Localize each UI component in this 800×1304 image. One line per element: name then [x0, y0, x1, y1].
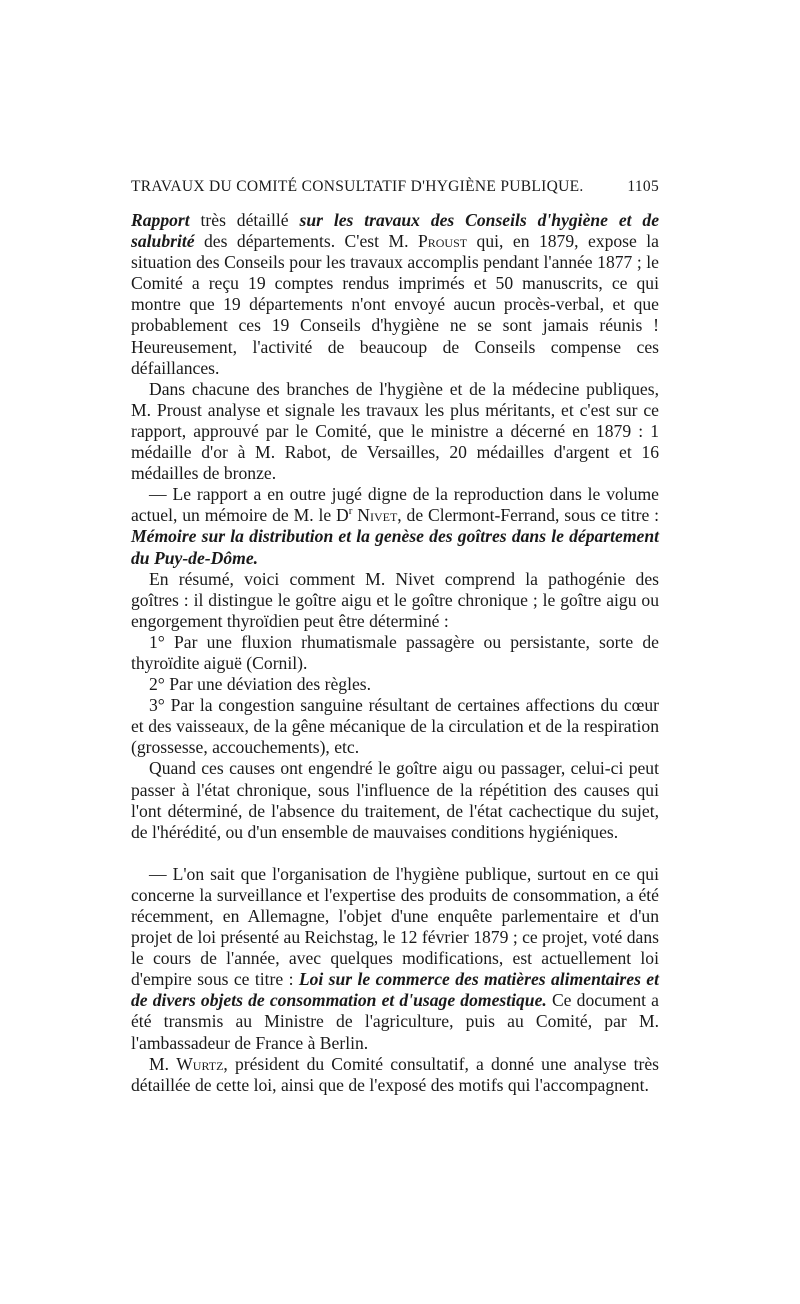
italic-loi-title: Loi sur le commerce des matières alimentaires et de divers objets de consommation et d'usage domestique. — [131, 969, 659, 1011]
running-head — [131, 178, 659, 196]
paragraph-rapport: Rapport très détaillé sur les travaux des Conseils d'hygiène et de salubrité des départements. C'est M. Proust qui, en 1879, expose la situation des Conseils pour les travaux accomplis pendant l'année 1877 ; le Comité a reçu 19 comptes rendus imprimés et 50 manuscrits, ce qui montre que 19 départements n'ont envoyé aucun procès-verbal, et que probablement ces 19 Conseils d'hygiène ne se sont jamais réunis ! Heureusement, l'activité de beaucoup de Conseils compense ces défaillances. — [131, 210, 660, 378]
paragraph-loi-allemande: — L'on sait que l'organisation de l'hygiène publique, surtout en ce qui concerne la surveillance et l'expertise des produits de consommation, a été récemment, en Allemagne, l'objet d'une enquête parlementaire et d'un projet de loi présenté au Reichstag, le 12 février 1879 ; ce projet, voté dans le cours de l'année, avec quelques modifications, est actuellement loi d'empire sous ce titre : Loi sur le commerce des matières alimentaires et de divers objets de consommation et d'usage domestique. Ce document a été transmis au Ministre de l'agriculture, puis au Comité, par M. l'ambassadeur de France à Berlin. — [131, 863, 659, 1053]
paragraph-nivet-memoire: — Le rapport a en outre jugé digne de la reproduction dans le volume actuel, un mémoire de M. le $D^r$ Nivet, de Clermont-Ferrand, sous ce titre : Mémoire sur la distribution et la genèse des goîtres dans le département du Puy-de-Dôme. — [131, 484, 659, 568]
italic-rapport: Rapport — [131, 210, 190, 230]
body-text — [131, 210, 659, 1096]
paragraph-wurtz: M. Wurtz, président du Comité consultatif, a donné une analyse très détaillée de cette loi, ainsi que de l'exposé des motifs qui l'accompagnent. — [131, 1053, 659, 1095]
book-page — [131, 178, 659, 1096]
name-nivet: Nivet — [357, 505, 398, 526]
paragraph-chronique: Quand ces causes ont engendré le goître aigu ou passager, celui-ci peut passer à l'état chronique, sous l'influence de la répétition des causes qui l'ont déterminé, de l'absence du traitement, de l'état cachectique du sujet, de l'hérédité, ou d'un ensemble de mauvaises conditions hygiéniques. — [131, 758, 659, 842]
page-number: 1105 — [627, 178, 659, 195]
name-proust: Proust — [417, 231, 468, 252]
italic-memoire-title: Mémoire sur la distribution et la genèse des goîtres dans le département du Puy-de-Dôme. — [131, 526, 659, 568]
list-item-3: 3° Par la congestion sanguine résultant de certaines affections du cœur et des vaisseaux, de la gêne mécanique de la circulation et de la respiration (grossesse, accouchements), etc. — [131, 695, 659, 758]
running-head-title: TRAVAUX DU COMITÉ CONSULTATIF D'HYGIÈNE PUBLIQUE. — [131, 178, 584, 195]
list-item-2: 2° Par une déviation des règles. — [149, 674, 372, 695]
name-wurtz: Wurtz — [176, 1053, 224, 1074]
paragraph-medailles: Dans chacune des branches de l'hygiène et de la médecine publiques, M. Proust analyse et signale les travaux les plus méritants, et c'est sur ce rapport, approuvé par le Comité, que le ministre a décerné en 1879 : 1 médaille d'or à M. Rabot, de Versailles, 20 médailles d'argent et 16 médailles de bronze. — [131, 378, 659, 484]
paragraph-resume: En résumé, voici comment M. Nivet comprend la pathogénie des goîtres : il distingue le goître aigu et le goître chronique ; le goître aigu ou engorgement thyroïdien peut être déterminé : — [131, 568, 659, 631]
list-item-1: 1° Par une fluxion rhumatismale passagère ou persistante, sorte de thyroïdite aiguë (Cornil). — [131, 631, 659, 673]
italic-report-title: sur les travaux des Conseils d'hygiène et de salubrité — [131, 210, 660, 252]
